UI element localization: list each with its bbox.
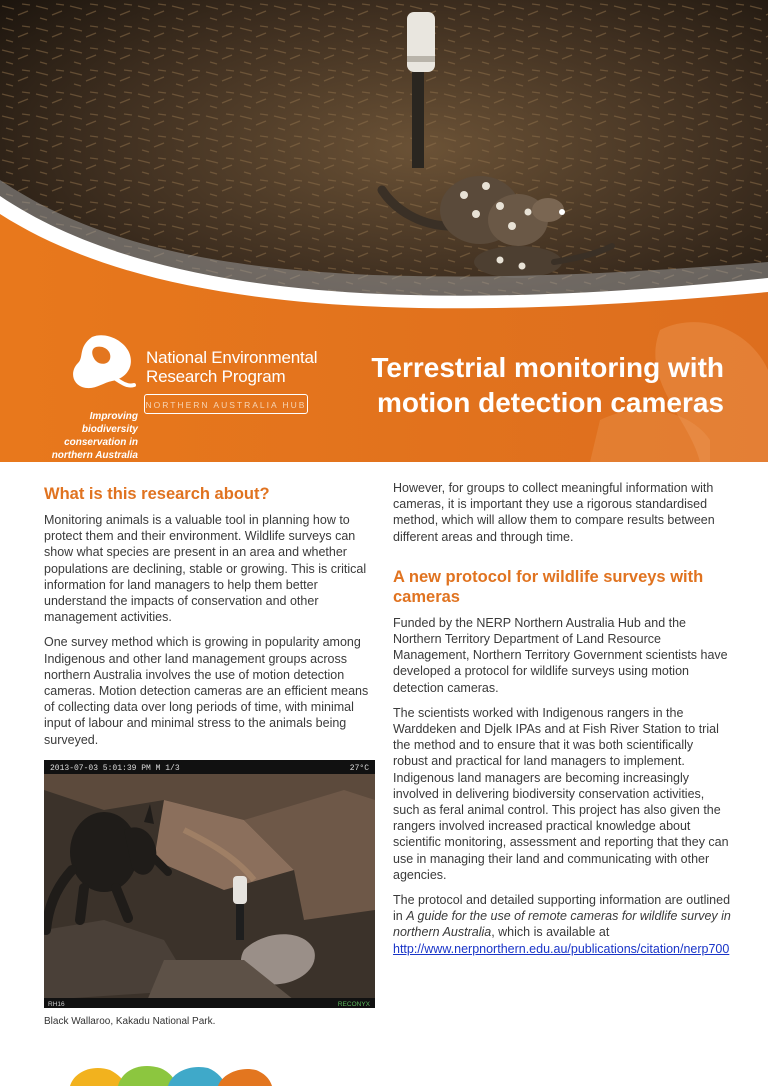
photo-camera-id: RH16 <box>48 1001 65 1008</box>
logo-block <box>40 332 330 461</box>
photo-caption: Black Wallaroo, Kakadu National Park. <box>44 1016 216 1027</box>
tagline-line1: Improving biodiversity <box>81 411 138 435</box>
publication-link[interactable]: http://www.nerpnorthern.edu.au/publications/citation/nerp700 <box>393 941 730 956</box>
title-line1: Terrestrial monitoring with <box>371 352 724 383</box>
left-paragraph-1: Monitoring animals is a valuable tool in planning how to protect them and their environment. Wildlife surveys can show what species are present in an area and whether populations are declining, stable or growing. This is critical information for land managers to help them better understand the impacts of conservation and other management activities. <box>44 513 367 625</box>
paragraph3-start: The protocol and detailed supporting information are outlined in <box>393 893 731 924</box>
right-intro: However, for groups to collect meaningful information with cameras, it is important they use a rigorous standardised method, which will allow them to compare results between different areas and through time. <box>393 481 715 544</box>
tagline-line2: conservation in <box>64 437 138 448</box>
right-paragraph-1: Funded by the NERP Northern Australia Hub and the Northern Territory Department of Land Resource Management, Northern Territory Government scientists have developed a protocol for wildlife surveys using motion detection cameras. <box>393 615 728 695</box>
left-column <box>44 478 376 757</box>
right-column <box>393 480 731 966</box>
org-name <box>146 348 317 386</box>
photo-brand: RECONYX <box>337 1001 370 1008</box>
left-paragraph-2: One survey method which is growing in popularity among Indigenous and other land management groups across northern Australia involves the use of motion detection cameras. Motion detection cameras are an efficient means of collecting data over long periods of time, with minimal input of labour and minimal stress to the animals being surveyed. <box>44 635 369 747</box>
title-line2: motion detection cameras <box>377 387 724 418</box>
guide-title: A guide for the use of remote cameras for wildlife survey in northern Australia <box>393 909 731 940</box>
wallaroo-photo <box>44 760 375 1008</box>
wallaroo-photo-illustration <box>44 760 375 1008</box>
paragraph3-end: , which is available at <box>491 925 610 940</box>
research-heading: What is this research about? <box>44 485 270 503</box>
right-paragraph-3 <box>393 892 731 957</box>
tagline-line3: northern Australia <box>51 450 138 461</box>
right-paragraph-2: The scientists worked with Indigenous rangers in the Warddeken and Djelk IPAs and at Fish River Station to trial the method and to ensure that it was both scientifically robust and practical for land managers to implement. Indigenous land managers are becoming increasingly involved in delivering biodiversity conservation activities, such as feral animal control. This project has also given the rangers involved increased practical knowledge about scientific monitoring, assessment and reporting that they can use in managing their land and communicating with other agencies. <box>393 705 729 882</box>
logo-tagline <box>40 410 138 462</box>
header-hero <box>0 0 768 462</box>
page-title <box>324 350 724 420</box>
hub-label: NORTHERN AUSTRALIA HUB <box>144 394 308 414</box>
org-name-line2: Research Program <box>146 367 286 386</box>
photo-timestamp: 2013-07-03 5:01:39 PM M 1/3 <box>50 764 180 773</box>
org-name-line1: National Environmental <box>146 348 318 367</box>
footer-color-blobs <box>0 1056 768 1086</box>
photo-temperature: 27°C <box>349 764 369 773</box>
protocol-heading: A new protocol for wildlife surveys with cameras <box>393 567 704 606</box>
